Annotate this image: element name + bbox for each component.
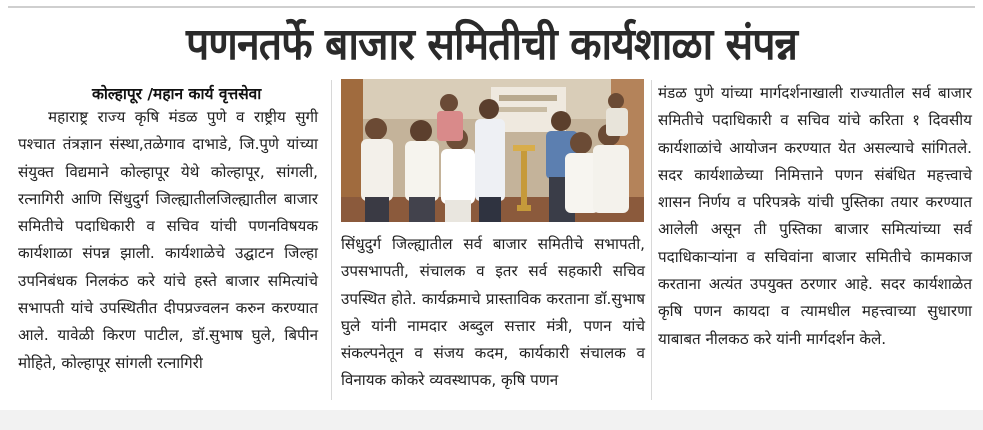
headline: पणनतर्फे बाजार समितीची कार्यशाळा संपन्न bbox=[185, 19, 798, 70]
dateline: कोल्हापूर /महान कार्य वृत्तसेवा bbox=[92, 85, 262, 103]
article-column-2 bbox=[341, 231, 645, 395]
column-1-text: महाराष्ट्र राज्य कृषि मंडळ पुणे व राष्ट्रीय सुगी पश्चात तंत्रज्ञान संस्था,तळेगाव दाभाडे, जि.पुणे यांच्या संयुक्त विद्यमाने कोल्हापूर येथे कोल्हापूर, सांगली, रत्नागिरी आणि सिंधुदुर्ग जिल्ह्यातीलजिल्ह्यातील बाजार समितीचे पदाधिकारी व सचिव यांची पणनविषयक कार्यशाळा संपन्न झाली. कार्यशाळेचे उद्घाटन जिल्हा उपनिबंधक निलकंठ करे यांचे हस्ते बाजार समित्यांचे सभापती यांचे उपस्थितीत दीपप्रज्वलन करुन करण्यात आले. यावेळी किरण पाटील, डॉ.सुभाष घुले, बिपीन मोहिते, कोल्हापूर सांगली रत्नागिरी bbox=[18, 108, 318, 372]
article-column-3 bbox=[658, 80, 972, 353]
page-bottom-margin bbox=[0, 410, 983, 430]
column-divider bbox=[651, 80, 652, 400]
column-3-text: मंडळ पुणे यांच्या मार्गदर्शनाखाली राज्यातील सर्व बाजार समितीचे पदाधिकारी व सचिव यांचे करिता १ दिवसीय कार्यशाळांचे आयोजन करण्यात येत असल्याचे सांगितले. सदर कार्यशाळेच्या निमित्ताने पणन संबंधित महत्त्वाचे शासन निर्णय व परिपत्रके यांची पुस्तिका तयार करण्यात आलेली असून ती पुस्तिका बाजार समित्यांच्या सर्व पदाधिकाऱ्यांना व सचिवांना बाजार समितीचे कामकाज करताना अत्यंत उपयुक्त ठरणार आहे. सदर कार्यशाळेत कृषि पणन कायदा व त्यामधील महत्त्वाच्या सुधारणा याबाबत नीलकठ करे यांनी मार्गदर्शन केले. bbox=[658, 84, 972, 348]
article-column-1 bbox=[18, 104, 318, 377]
column-2-text: सिंधुदुर्ग जिल्ह्यातील सर्व बाजार समितीचे सभापती, उपसभापती, संचालक व इतर सर्व सहकारी सचिव उपस्थित होते. कार्यक्रमाचे प्रास्ताविक करताना डॉ.सुभाष घुले यांनी नामदार अब्दुल सत्तार मंत्री, पणन यांचे संकल्पनेतून व संजय कदम, कार्यकारी संचालक व विनायक कोकरे व्यवस्थापक, कृषि पणन bbox=[341, 235, 645, 390]
column-divider bbox=[331, 80, 332, 400]
top-rule bbox=[8, 6, 975, 8]
event-photo bbox=[341, 79, 644, 222]
